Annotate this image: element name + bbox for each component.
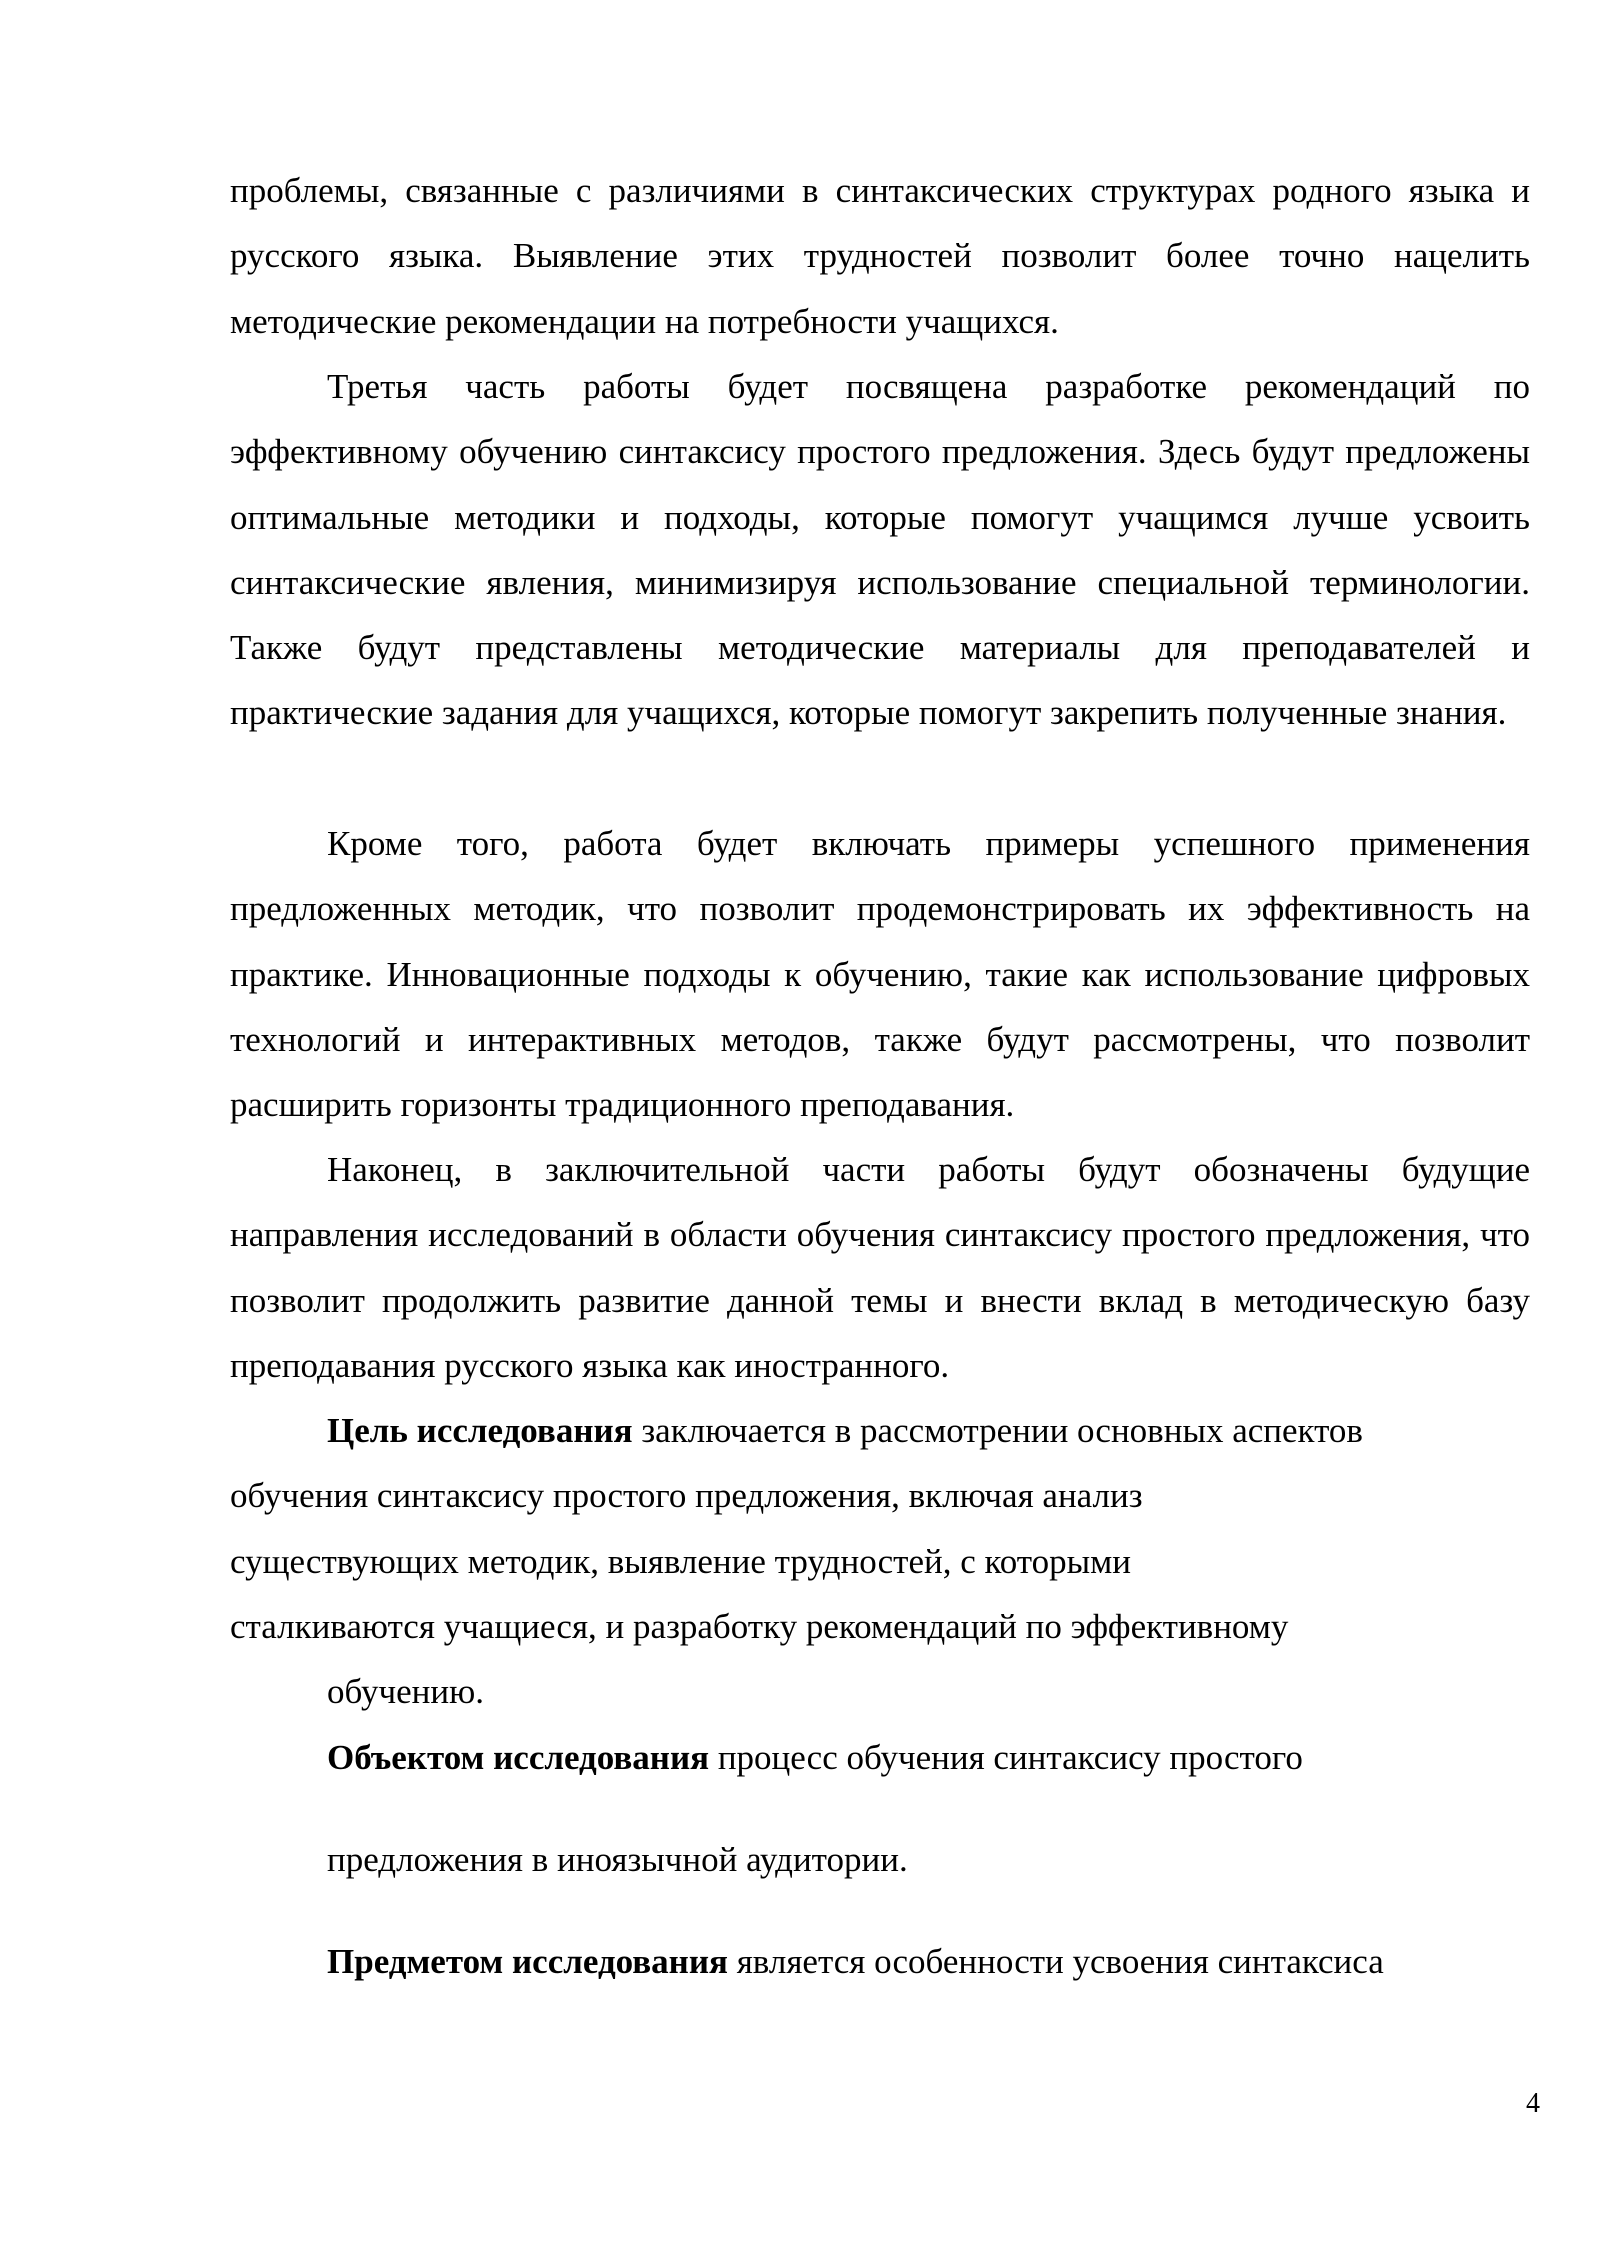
research-goal-label: Цель исследования: [327, 1411, 633, 1450]
research-goal: [230, 1398, 1530, 1724]
paragraph-third-part: [230, 354, 1530, 746]
research-subject-label: Предметом исследования: [327, 1942, 728, 1981]
research-object-line: предложения в иноязычной аудитории.: [327, 1840, 908, 1879]
research-subject-line: [230, 1929, 1530, 1994]
paragraph-text: Кроме того, работа будет включать примеры успешного применения предложенных методик, что позволит продемонстрировать их эффективность на практике. Инновационные подходы к обучению, такие как использование цифровых технологий и интерактивных методов, также будут рассмотрены, что позволит расширить горизонты традиционного преподавания.: [230, 824, 1530, 1125]
research-goal-line: обучения синтаксису простого предложения, включая анализ: [230, 1476, 1143, 1516]
paragraph-text: проблемы, связанные с различиями в синтаксических структурах родного языка и русского языка. Выявление этих трудностей позволит более точно нацелить методические рекомендации на потребности учащихся.: [230, 171, 1530, 341]
research-object-continuation: [230, 1827, 1530, 1892]
research-object-label: Объектом исследования: [327, 1738, 710, 1777]
research-goal-line: [230, 1398, 1530, 1463]
paragraph-text: Наконец, в заключительной части работы будут обозначены будущие направления исследований в области обучения синтаксису простого предложения, что позволит продолжить развитие данной темы и внести вклад в методическую базу преподавания русского языка как иностранного.: [230, 1150, 1530, 1385]
paragraph-conclusion: [230, 1137, 1530, 1398]
research-object: [230, 1725, 1530, 1790]
research-goal-line: обучению.: [327, 1672, 484, 1712]
research-goal-text: заключается в рассмотрении основных аспектов: [632, 1411, 1363, 1450]
research-subject-text: является особенности усвоения синтаксиса: [727, 1942, 1384, 1981]
research-object-line: [230, 1725, 1530, 1790]
paragraph-continuation: [230, 158, 1530, 354]
paragraph-examples: [230, 811, 1530, 1137]
research-goal-line: сталкиваются учащиеся, и разработку рекомендаций по эффективному: [230, 1606, 1289, 1646]
research-goal-line: существующих методик, выявление трудностей, с которыми: [230, 1541, 1132, 1581]
research-subject: [230, 1929, 1530, 1994]
page-number: 4: [1526, 2088, 1540, 2119]
research-object-text: процесс обучения синтаксису простого: [709, 1738, 1303, 1777]
paragraph-text: Третья часть работы будет посвящена разработке рекомендаций по эффективному обучению синтаксису простого предложения. Здесь будут предложены оптимальные методики и подходы, которые помогут учащимся лучше усвоить синтаксические явления, минимизируя использование специальной терминологии. Также будут представлены методические материалы для преподавателей и практические задания для учащихся, которые помогут закрепить полученные знания.: [230, 367, 1530, 733]
